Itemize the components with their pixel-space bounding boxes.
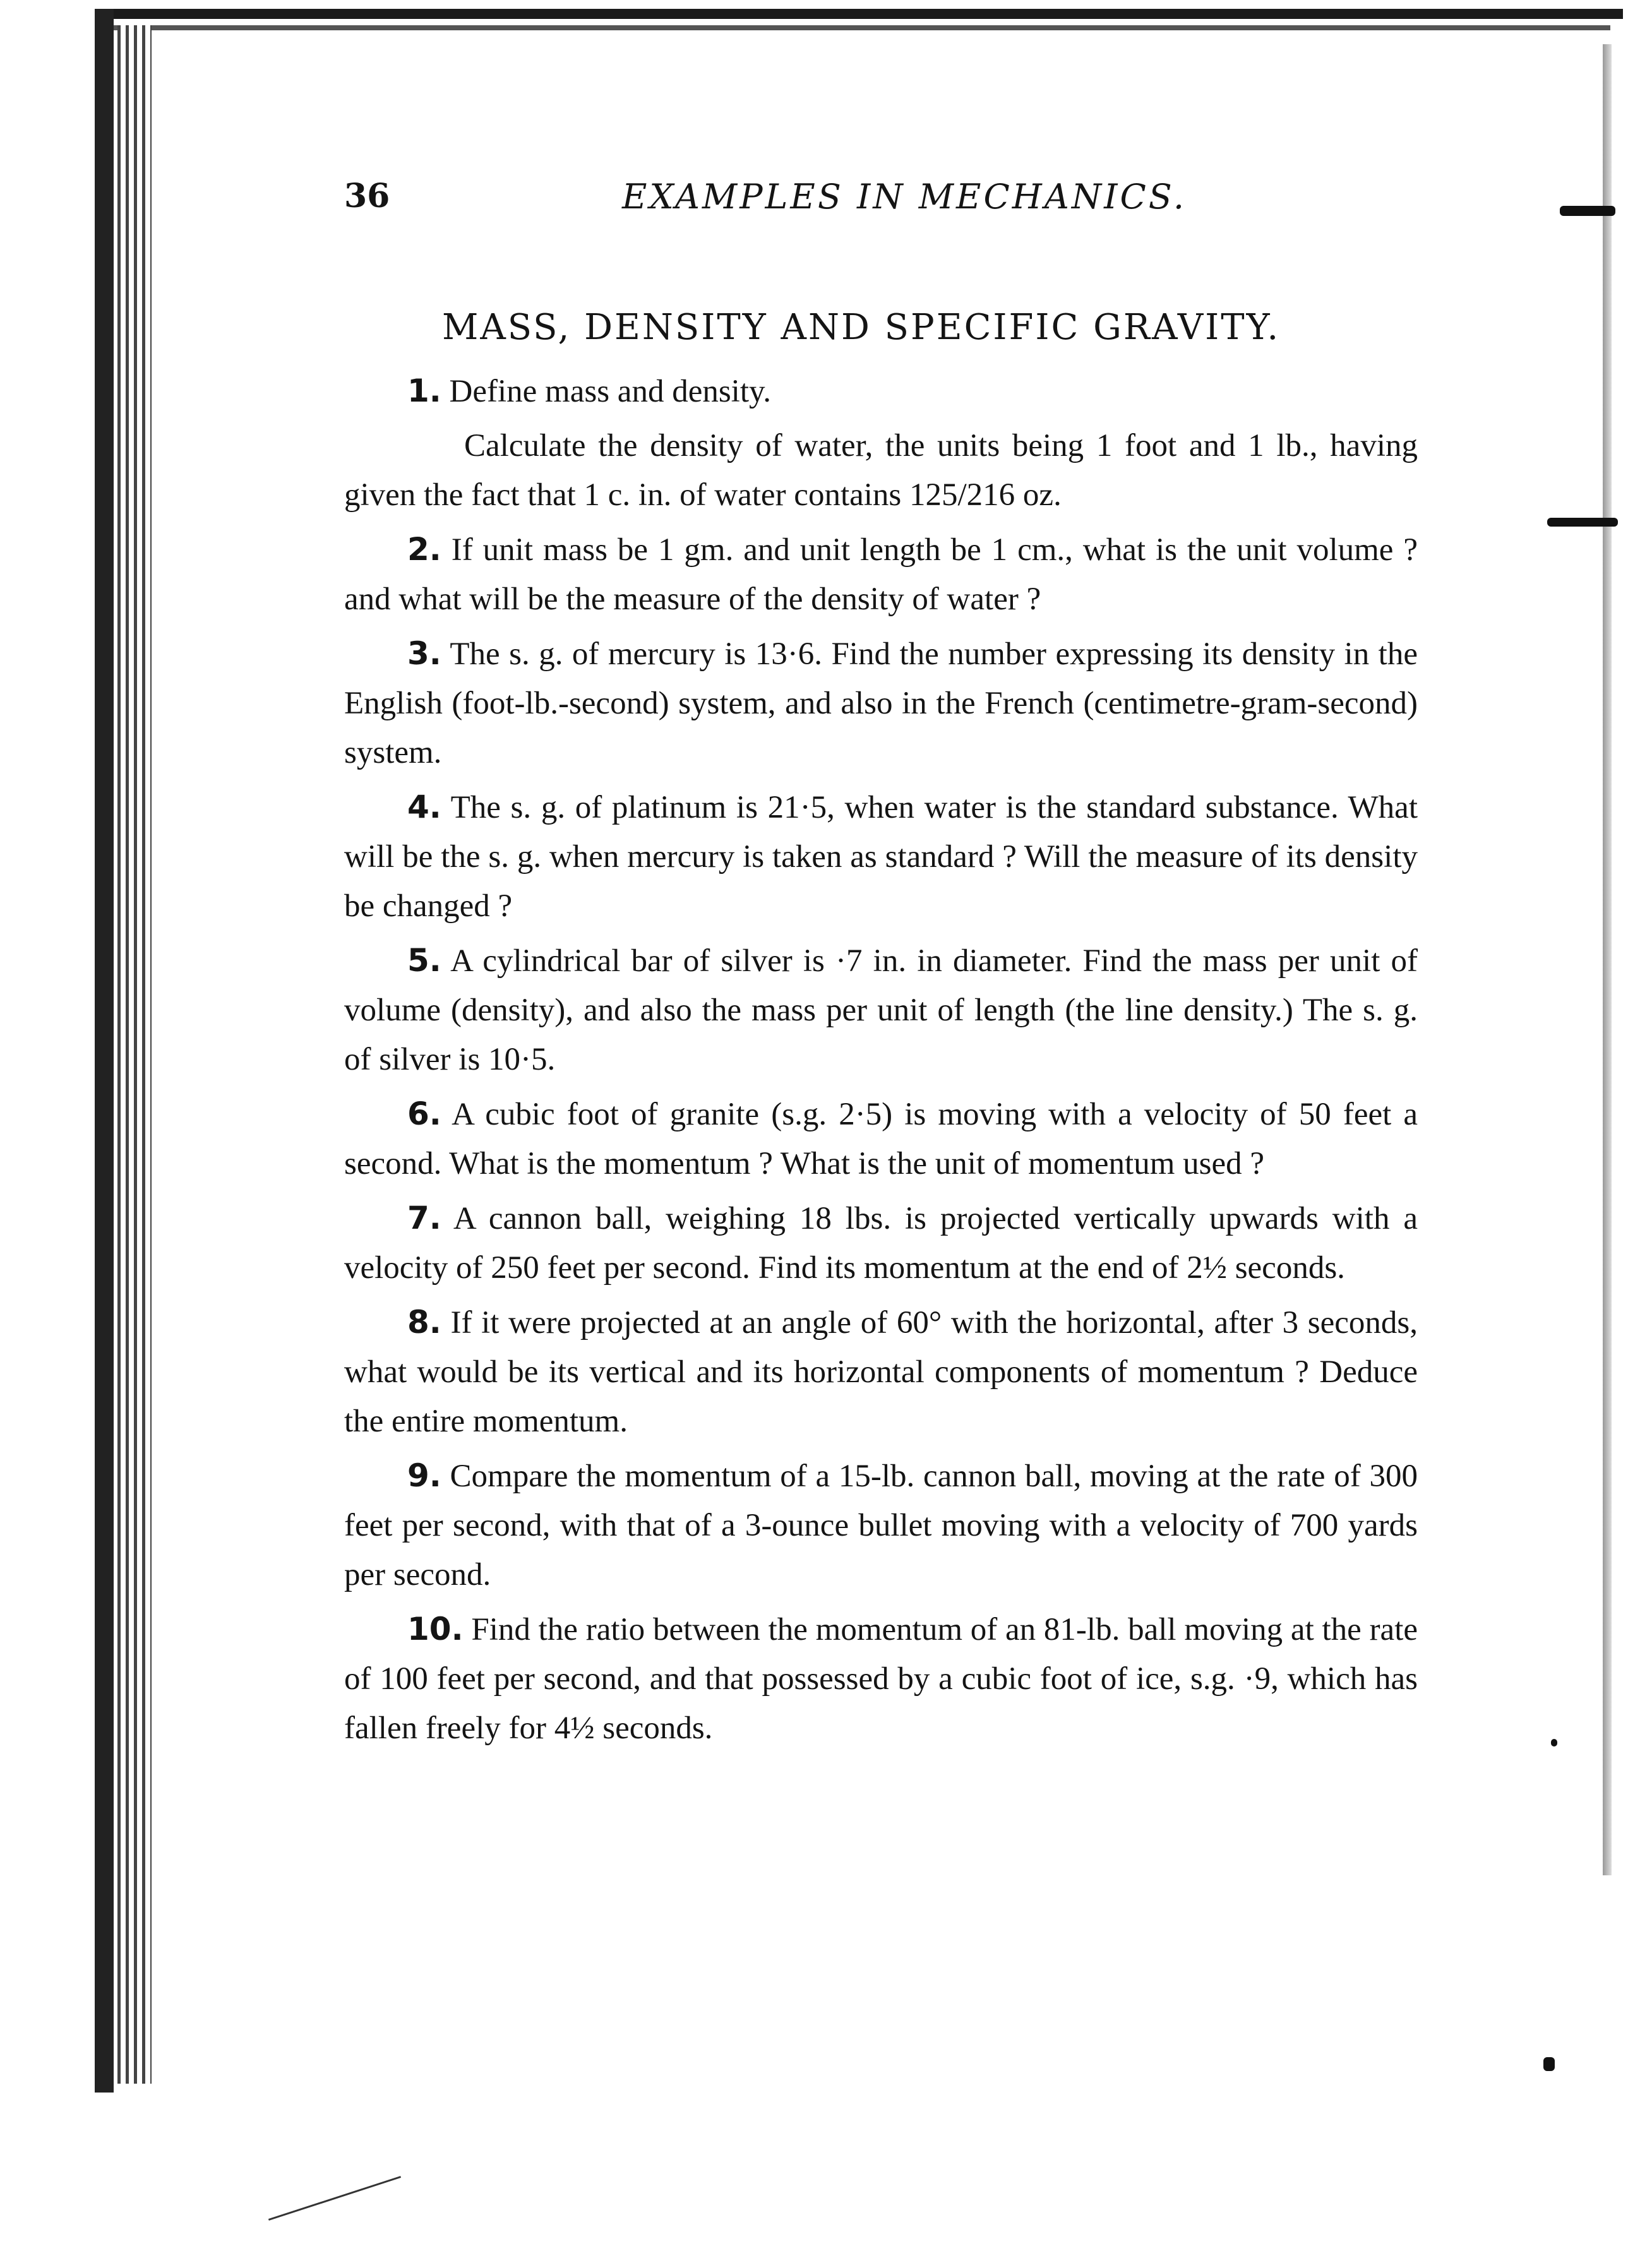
exercise-text: The s. g. of platinum is 21·5, when water is the standard substance. What will be the s. g. when mercury is taken as standard ? Will the measure of its density be changed ?	[344, 790, 1418, 924]
exercise-number: 10.	[407, 1611, 464, 1647]
scan-border-right	[1603, 44, 1612, 1875]
exercise-1	[344, 366, 1418, 416]
running-head	[344, 177, 1418, 227]
exercise-text: A cannon ball, weighing 18 lbs. is projected vertically upwards with a velocity of 250 feet per second. Find its momentum at the end of 2½ seconds.	[344, 1201, 1418, 1286]
exercise-8	[344, 1298, 1418, 1446]
margin-mark	[1560, 206, 1615, 216]
exercise-5	[344, 936, 1418, 1084]
exercise-text: If it were projected at an angle of 60° with the horizontal, after 3 seconds, what would be its vertical and its horizontal components of momentum ? Deduce the entire momentum.	[344, 1305, 1418, 1439]
exercise-7	[344, 1193, 1418, 1293]
exercise-3	[344, 629, 1418, 777]
exercise-text: Define mass and density.	[449, 374, 771, 409]
exercise-number: 3.	[407, 635, 441, 672]
margin-mark	[1543, 2057, 1555, 2071]
exercise-number: 2.	[407, 531, 441, 568]
exercise-list	[344, 366, 1418, 1758]
margin-scribble	[268, 2176, 401, 2221]
exercise-number: 1.	[407, 373, 441, 409]
exercise-text: Find the ratio between the momentum of an 81-lb. ball moving at the rate of 100 feet per second, and that possessed by a cubic foot of ice, s.g. ·9, which has fallen freely for 4½ seconds.	[344, 1612, 1418, 1746]
scan-border-top-inner	[107, 25, 1610, 30]
exercise-number: 6.	[407, 1096, 441, 1132]
exercise-number: 8.	[407, 1304, 441, 1340]
exercise-10	[344, 1604, 1418, 1753]
margin-mark	[1547, 518, 1618, 527]
page-number: 36	[344, 177, 390, 215]
exercise-number: 4.	[407, 789, 441, 825]
exercise-number: 5.	[407, 942, 441, 979]
margin-mark	[1551, 1739, 1557, 1747]
exercise-2	[344, 525, 1418, 624]
exercise-text: If unit mass be 1 gm. and unit length be 1 cm., what is the unit volume ? and what will be the measure of the density of water ?	[344, 532, 1418, 617]
running-title: EXAMPLES IN MECHANICS.	[622, 177, 1187, 217]
exercise-text: Calculate the density of water, the units being 1 foot and 1 lb., having given the fact that 1 c. in. of water contains 125/216 oz.	[344, 428, 1418, 513]
exercise-text: A cubic foot of granite (s.g. 2·5) is moving with a velocity of 50 feet a second. What is the momentum ? What is the unit of momentum used ?	[344, 1097, 1418, 1181]
exercise-text: A cylindrical bar of silver is ·7 in. in diameter. Find the mass per unit of volume (density), and also the mass per unit of length (the line density.) The s. g. of silver is 10·5.	[344, 943, 1418, 1077]
page-edge-stack	[117, 25, 152, 2084]
exercise-9	[344, 1451, 1418, 1599]
scan-border-top	[95, 9, 1623, 19]
scan-border-left	[95, 9, 114, 2093]
section-title: MASS, DENSITY AND SPECIFIC GRAVITY.	[442, 307, 1281, 348]
exercise-number: 7.	[407, 1200, 441, 1236]
exercise-4	[344, 782, 1418, 931]
exercise-6	[344, 1089, 1418, 1188]
exercise-text: The s. g. of mercury is 13·6. Find the number expressing its density in the English (foot-lb.-second) system, and also in the French (centimetre-gram-second) system.	[344, 636, 1418, 770]
exercise-1-continued	[344, 421, 1418, 520]
exercise-text: Compare the momentum of a 15-lb. cannon ball, moving at the rate of 300 feet per second, with that of a 3-ounce bullet moving with a velocity of 700 yards per second.	[344, 1459, 1418, 1592]
exercise-number: 9.	[407, 1457, 441, 1494]
